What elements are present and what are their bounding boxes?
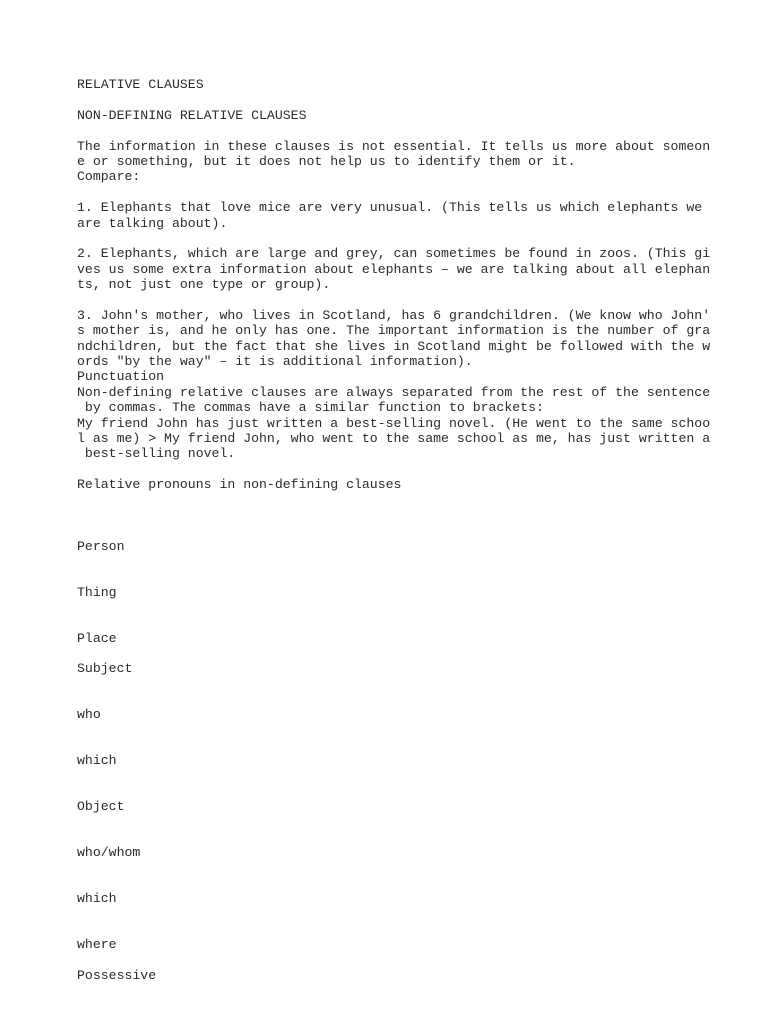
spacer	[77, 861, 697, 892]
intro-line: e or something, but it does not help us to identify them or it.	[77, 153, 576, 169]
table-cell-thing: Thing	[77, 584, 117, 600]
spacer	[77, 493, 697, 539]
example-3-line: ndchildren, but the fact that she lives in Scotland might be followed with the w	[77, 338, 711, 354]
table-cell-which-subject: which	[77, 753, 117, 769]
table-cell-where: where	[77, 937, 117, 953]
spacer	[77, 646, 697, 661]
table-cell-which-object: which	[77, 891, 117, 907]
intro-line: The information in these clauses is not essential. It tells us more about someon	[77, 138, 711, 154]
intro-line: Compare:	[77, 169, 141, 185]
example-3-line: ords "by the way" – it is additional information).	[77, 354, 473, 370]
document-page	[77, 77, 711, 983]
table-cell-place: Place	[77, 630, 117, 646]
pronouns-heading: Relative pronouns in non-defining clauses	[77, 477, 402, 493]
punctuation-line: by commas. The commas have a similar function to brackets:	[77, 400, 544, 416]
spacer	[77, 185, 697, 200]
spacer	[77, 92, 697, 107]
punctuation-line: Non-defining relative clauses are always separated from the rest of the sentence	[77, 384, 711, 400]
example-2-line: 2. Elephants, which are large and grey, can sometimes be found in zoos. (This gi	[77, 246, 711, 262]
table-cell-person: Person	[77, 538, 125, 554]
table-cell-object: Object	[77, 799, 125, 815]
table-cell-subject: Subject	[77, 661, 133, 677]
example-3-line: 3. John's mother, who lives in Scotland, has 6 grandchildren. (We know who John'	[77, 307, 711, 323]
section-heading: NON-DEFINING RELATIVE CLAUSES	[77, 107, 307, 123]
spacer	[77, 677, 697, 708]
example-2-line: ves us some extra information about elephants – we are talking about all elephan	[77, 261, 711, 277]
spacer	[77, 815, 697, 846]
document-title: RELATIVE CLAUSES	[77, 77, 204, 92]
example-2-line: ts, not just one type or group).	[77, 277, 331, 293]
spacer	[77, 462, 697, 477]
example-1-line: are talking about).	[77, 215, 228, 231]
spacer	[77, 231, 697, 246]
spacer	[77, 953, 697, 968]
table-cell-who: who	[77, 707, 101, 723]
example-3-line: s mother is, and he only has one. The important information is the number of gra	[77, 323, 711, 339]
punctuation-line: My friend John has just written a best-selling novel. (He went to the same schoo	[77, 415, 711, 431]
spacer	[77, 600, 697, 631]
example-1-line: 1. Elephants that love mice are very unusual. (This tells us which elephants we	[77, 200, 703, 216]
punctuation-line: best-selling novel.	[77, 446, 236, 462]
spacer	[77, 292, 697, 307]
table-cell-who-whom: who/whom	[77, 845, 141, 861]
punctuation-heading: Punctuation	[77, 369, 165, 385]
spacer	[77, 123, 697, 138]
spacer	[77, 769, 697, 800]
spacer	[77, 554, 697, 585]
table-cell-possessive: Possessive	[77, 967, 157, 983]
spacer	[77, 907, 697, 938]
punctuation-line: l as me) > My friend John, who went to the same school as me, has just written a	[77, 430, 711, 446]
spacer	[77, 723, 697, 754]
